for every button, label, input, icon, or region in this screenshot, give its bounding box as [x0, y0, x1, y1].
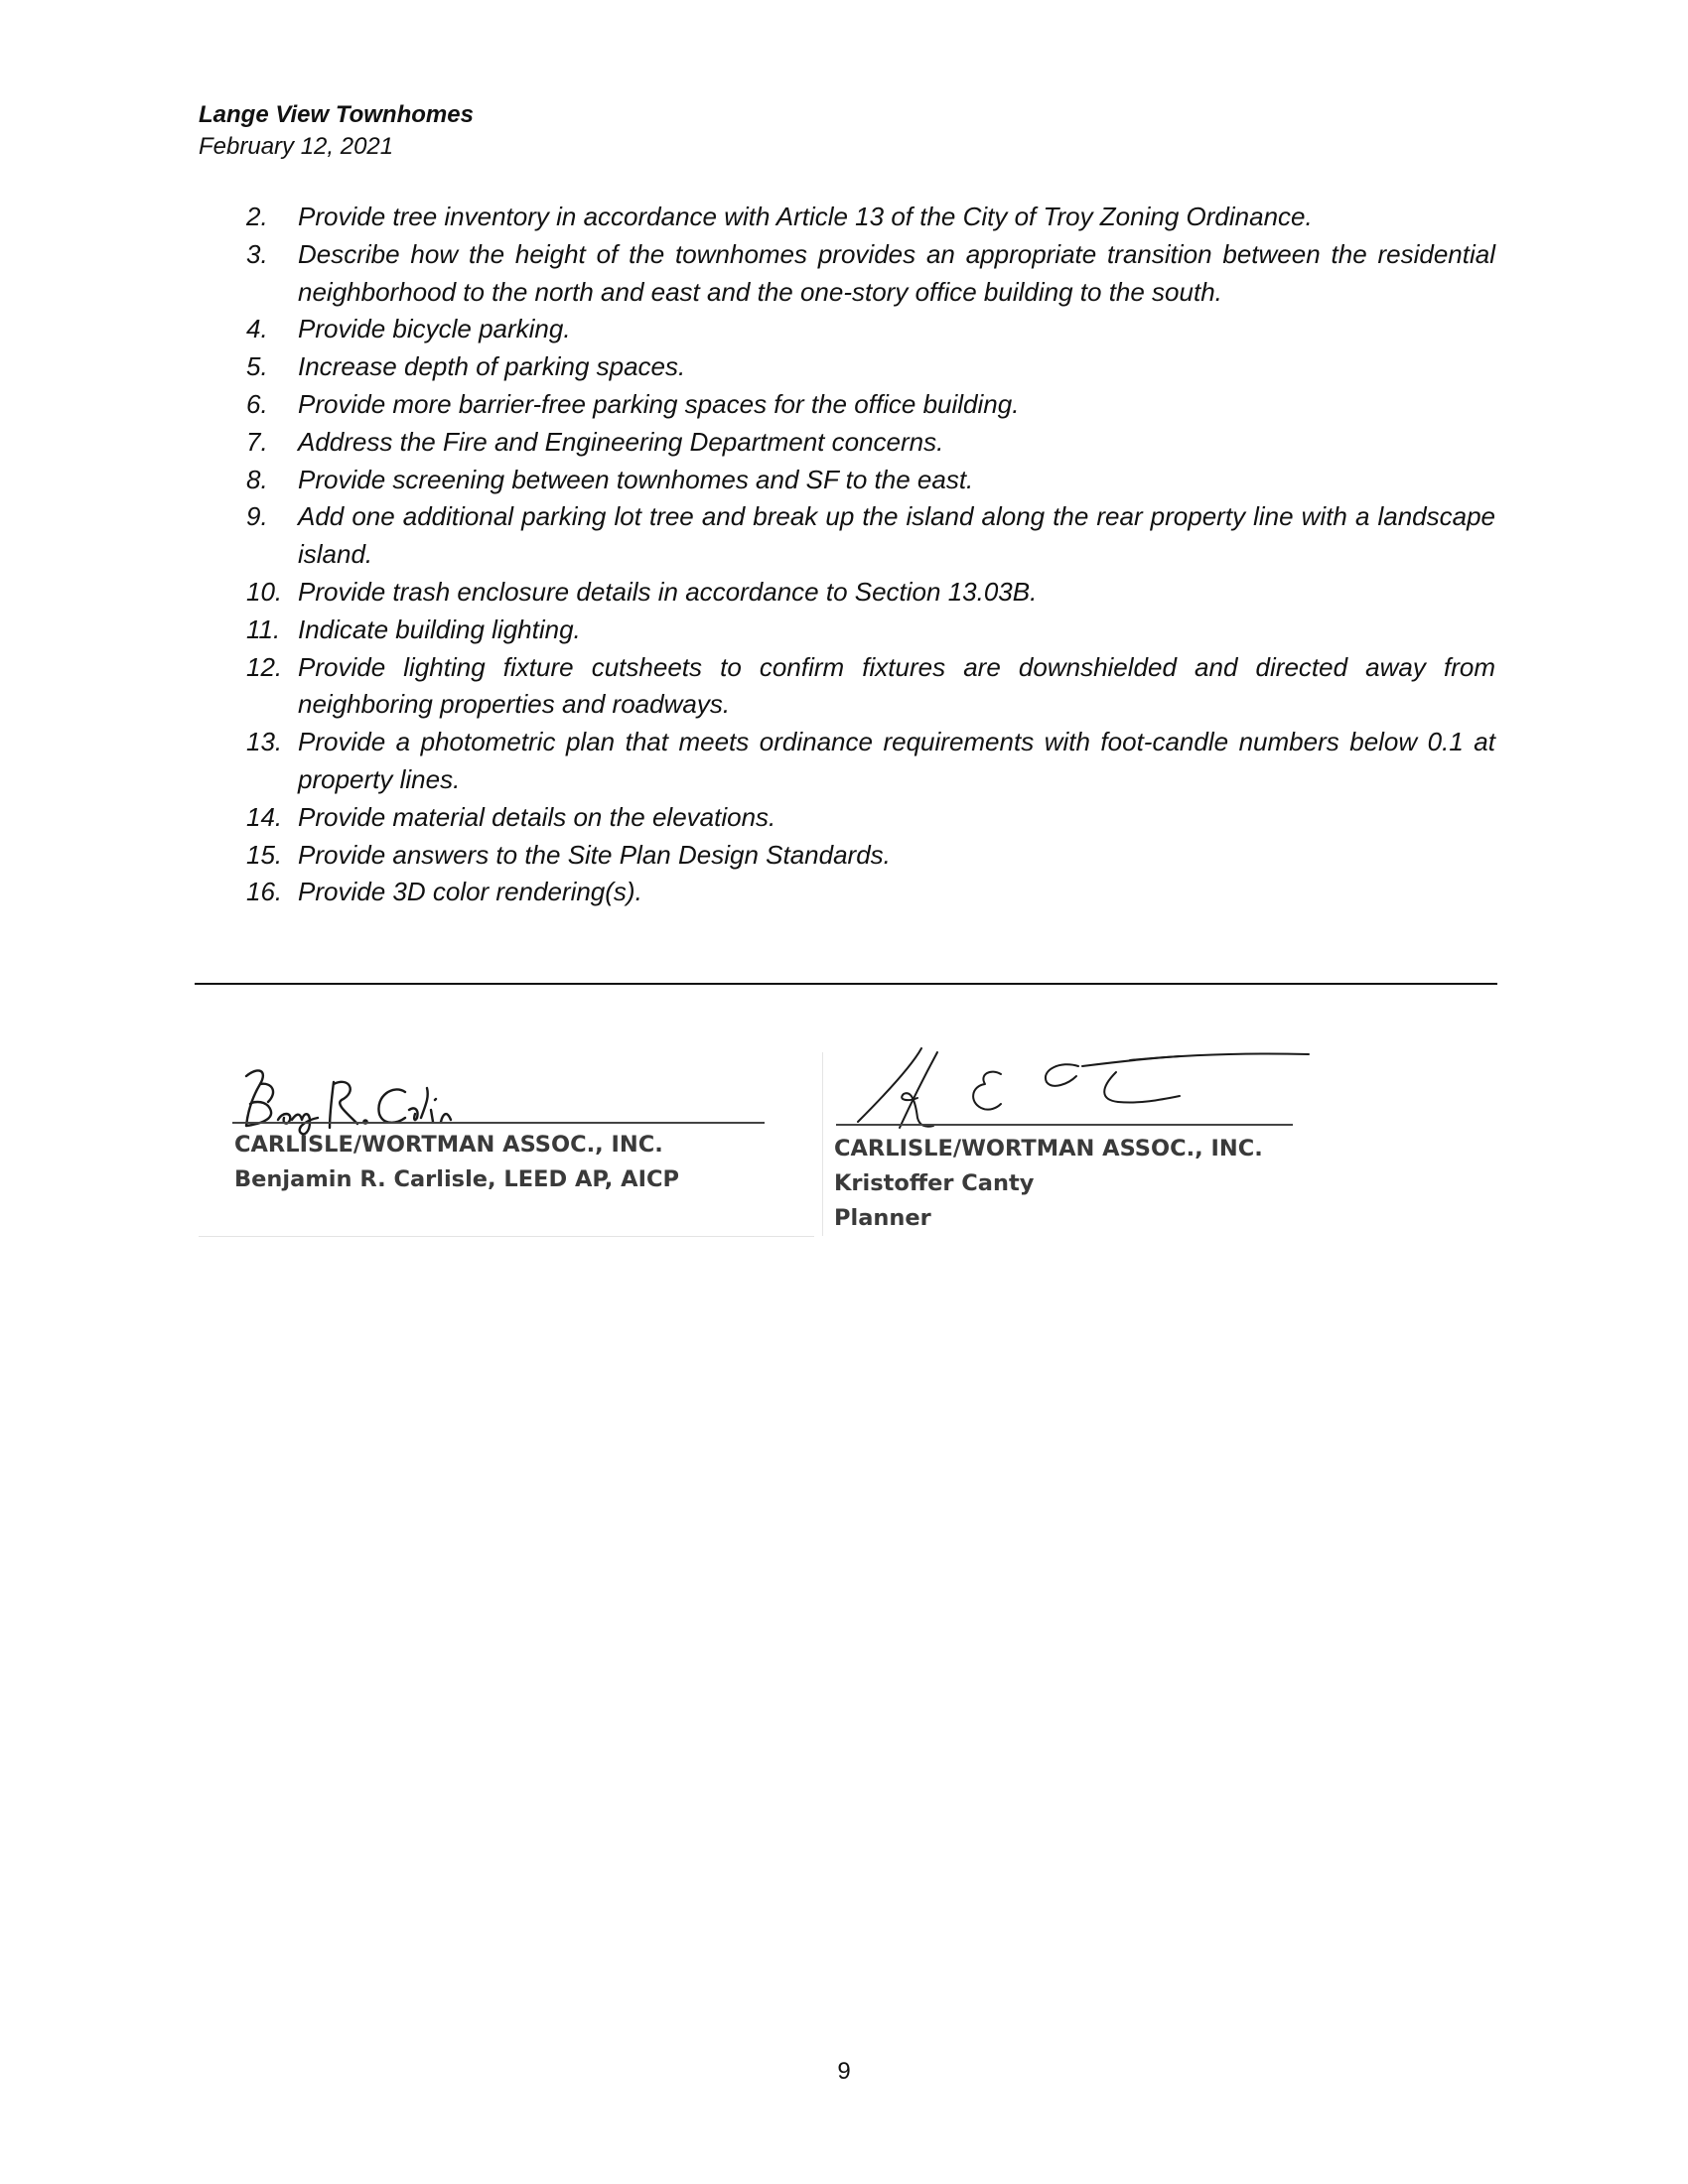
list-item-number: 8.	[246, 464, 268, 494]
list-item	[246, 462, 1495, 499]
signature-frame-edge	[199, 1236, 814, 1237]
list-item-text: Increase depth of parking spaces.	[298, 351, 686, 382]
list-item-number: 16.	[246, 877, 283, 907]
list-item-text: Address the Fire and Engineering Department concerns.	[298, 426, 944, 457]
list-item	[246, 874, 1495, 911]
list-item	[246, 799, 1495, 837]
list-item-number: 10.	[246, 576, 283, 607]
signature-line	[232, 1122, 765, 1124]
list-item-text: Provide a photometric plan that meets ordinance requirements with foot-candle numbers below 0.1 at property lines.	[298, 727, 1495, 794]
list-item	[246, 574, 1495, 612]
signatory-name: Kristoffer Canty	[834, 1170, 1035, 1196]
list-item-number: 5.	[246, 351, 268, 382]
list-item-text: Provide material details on the elevations.	[298, 801, 776, 832]
handwritten-signature-canty	[852, 1042, 1319, 1132]
list-item	[246, 724, 1495, 799]
list-item-number: 6.	[246, 388, 268, 419]
signature-frame-edge	[822, 1052, 823, 1236]
list-item-text: Provide more barrier-free parking spaces for the office building.	[298, 388, 1020, 419]
list-item	[246, 424, 1495, 462]
signatory-name: Benjamin R. Carlisle, LEED AP, AICP	[234, 1166, 679, 1192]
list-item-number: 3.	[246, 238, 268, 269]
list-item-text: Add one additional parking lot tree and break up the island along the rear property line with a landscape island.	[298, 501, 1495, 570]
list-item-text: Provide trash enclosure details in accordance to Section 13.03B.	[298, 576, 1038, 607]
list-item-text: Provide tree inventory in accordance with Article 13 of the City of Troy Zoning Ordinance.	[298, 202, 1313, 231]
list-item	[246, 837, 1495, 875]
list-item	[246, 348, 1495, 386]
recommendations-list	[246, 199, 1495, 911]
document-header	[199, 99, 1092, 163]
list-item-number: 9.	[246, 501, 268, 532]
signatory-title: Planner	[834, 1205, 931, 1231]
list-item-number: 12.	[246, 651, 283, 682]
document-date: February 12, 2021	[199, 133, 394, 160]
page-number: 9	[837, 2058, 851, 2085]
project-title: Lange View Townhomes	[199, 101, 474, 128]
list-item	[246, 649, 1495, 725]
list-item-text: Provide 3D color rendering(s).	[298, 877, 642, 907]
list-item	[246, 311, 1495, 348]
list-item-text: Describe how the height of the townhomes provides an appropriate transition between the residential neighborhood to the north and east and the one-story office building to the south.	[298, 238, 1495, 307]
list-item-text: Provide screening between townhomes and SF to the east.	[298, 464, 974, 494]
list-item-text: Indicate building lighting.	[298, 614, 581, 644]
signature-block-canty	[822, 1042, 1319, 1241]
list-item	[246, 386, 1495, 424]
signature-line	[836, 1124, 1293, 1126]
list-item	[246, 199, 1495, 236]
list-item-text: Provide answers to the Site Plan Design Standards.	[298, 839, 891, 870]
section-divider	[195, 983, 1497, 985]
list-item-number: 15.	[246, 839, 283, 870]
list-item	[246, 498, 1495, 574]
signatory-company: CARLISLE/WORTMAN ASSOC., INC.	[234, 1132, 663, 1158]
list-item	[246, 612, 1495, 649]
list-item-number: 14.	[246, 801, 283, 832]
list-item	[246, 236, 1495, 312]
list-item-number: 11.	[246, 614, 281, 644]
signatory-company: CARLISLE/WORTMAN ASSOC., INC.	[834, 1136, 1263, 1161]
list-item-number: 2.	[246, 202, 268, 231]
list-item-number: 7.	[246, 426, 268, 457]
list-item-number: 4.	[246, 314, 268, 344]
list-item-text: Provide bicycle parking.	[298, 314, 571, 344]
list-item-text: Provide lighting fixture cutsheets to confirm fixtures are downshielded and directed away from neighboring properties and roadways.	[298, 651, 1495, 720]
signature-block-carlisle	[199, 1042, 814, 1241]
list-item-number: 13.	[246, 727, 283, 757]
